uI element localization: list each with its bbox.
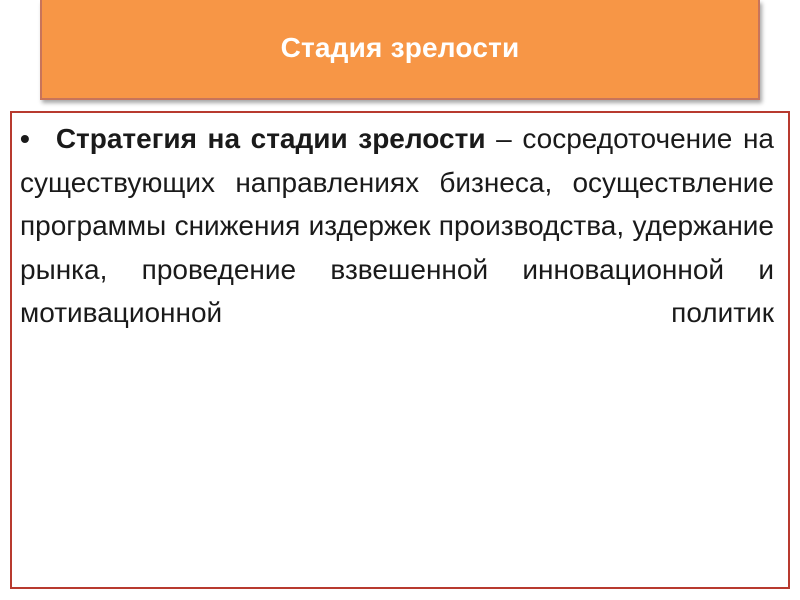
strategy-heading-text: Стратегия на стадии зрелости xyxy=(55,123,486,154)
bullet-paragraph xyxy=(20,117,774,335)
bullet-icon: • xyxy=(20,123,30,154)
content-panel xyxy=(10,111,790,589)
strategy-description-text: – сосредоточение на существующих направлениях бизнеса, осуществление программы снижения издержек производства, удержание рынка, проведение взвешенной инновационной и мотивационной политик xyxy=(20,123,774,328)
slide-title: Стадия зрелости xyxy=(280,32,520,63)
title-banner xyxy=(40,0,760,100)
